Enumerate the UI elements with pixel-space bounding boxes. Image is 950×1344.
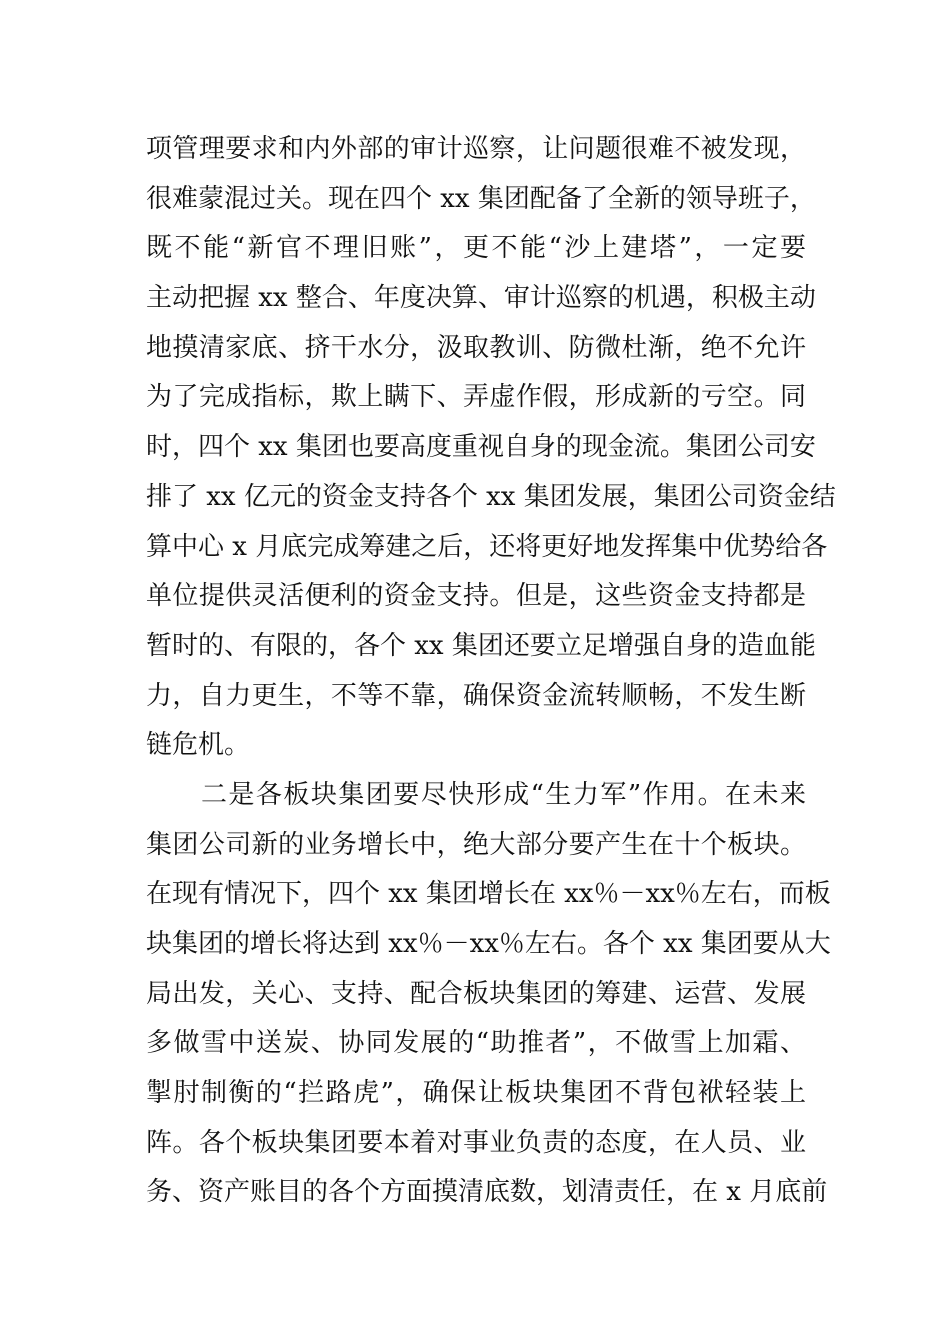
paragraph-end-line: 链危机。	[146, 730, 251, 761]
text-line: 力，自力更生，不等不靠，确保资金流转顺畅，不发生断	[146, 680, 806, 711]
text-line: 暂时的、有限的，各个 xx 集团还要立足增强自身的造血能	[146, 630, 816, 661]
text-line: 项管理要求和内外部的审计巡察，让问题很难不被发现，	[146, 134, 806, 164]
text-line: 排了 xx 亿元的资金支持各个 xx 集团发展，集团公司资金结	[146, 481, 836, 512]
text-line: 局出发，关心、支持、配合板块集团的筹建、运营、发展	[146, 978, 806, 1009]
text-line: 集团公司新的业务增长中，绝大部分要产生在十个板块。	[146, 829, 806, 860]
text-line: 务、资产账目的各个方面摸清底数，划清责任，在 x 月底前	[146, 1177, 828, 1208]
text-line: 多做雪中送炭、协同发展的“助推者”，不做雪上加霜、	[146, 1028, 806, 1059]
text-line: 主动把握 xx 整合、年度决算、审计巡察的机遇，积极主动	[146, 283, 816, 314]
text-line: 时，四个 xx 集团也要高度重视自身的现金流。集团公司安	[146, 432, 816, 463]
text-line: 块集团的增长将达到 xx％－xx％左右。各个 xx 集团要从大	[146, 929, 831, 959]
text-line: 地摸清家底、挤干水分，汲取教训、防微杜渐，绝不允许	[146, 332, 806, 363]
text-line: 既不能“新官不理旧账”，更不能“沙上建塔”，一定要	[146, 233, 806, 264]
text-line: 在现有情况下，四个 xx 集团增长在 xx％－xx％左右，而板	[146, 879, 831, 910]
text-line: 很难蒙混过关。现在四个 xx 集团配备了全新的领导班子，	[146, 183, 816, 214]
text-line: 算中心 x 月底完成筹建之后，还将更好地发挥集中优势给各	[146, 531, 828, 562]
text-line: 掣肘制衡的“拦路虎”，确保让板块集团不背包袱轻装上	[146, 1078, 806, 1109]
text-line: 二是各板块集团要尽快形成“生力军”作用。在未来	[146, 779, 806, 810]
text-line: 为了完成指标，欺上瞒下、弄虚作假，形成新的亏空。同	[146, 382, 806, 413]
text-line: 阵。各个板块集团要本着对事业负责的态度，在人员、业	[146, 1127, 806, 1158]
body-text	[146, 125, 836, 1218]
text-line: 单位提供灵活便利的资金支持。但是，这些资金支持都是	[146, 581, 806, 612]
